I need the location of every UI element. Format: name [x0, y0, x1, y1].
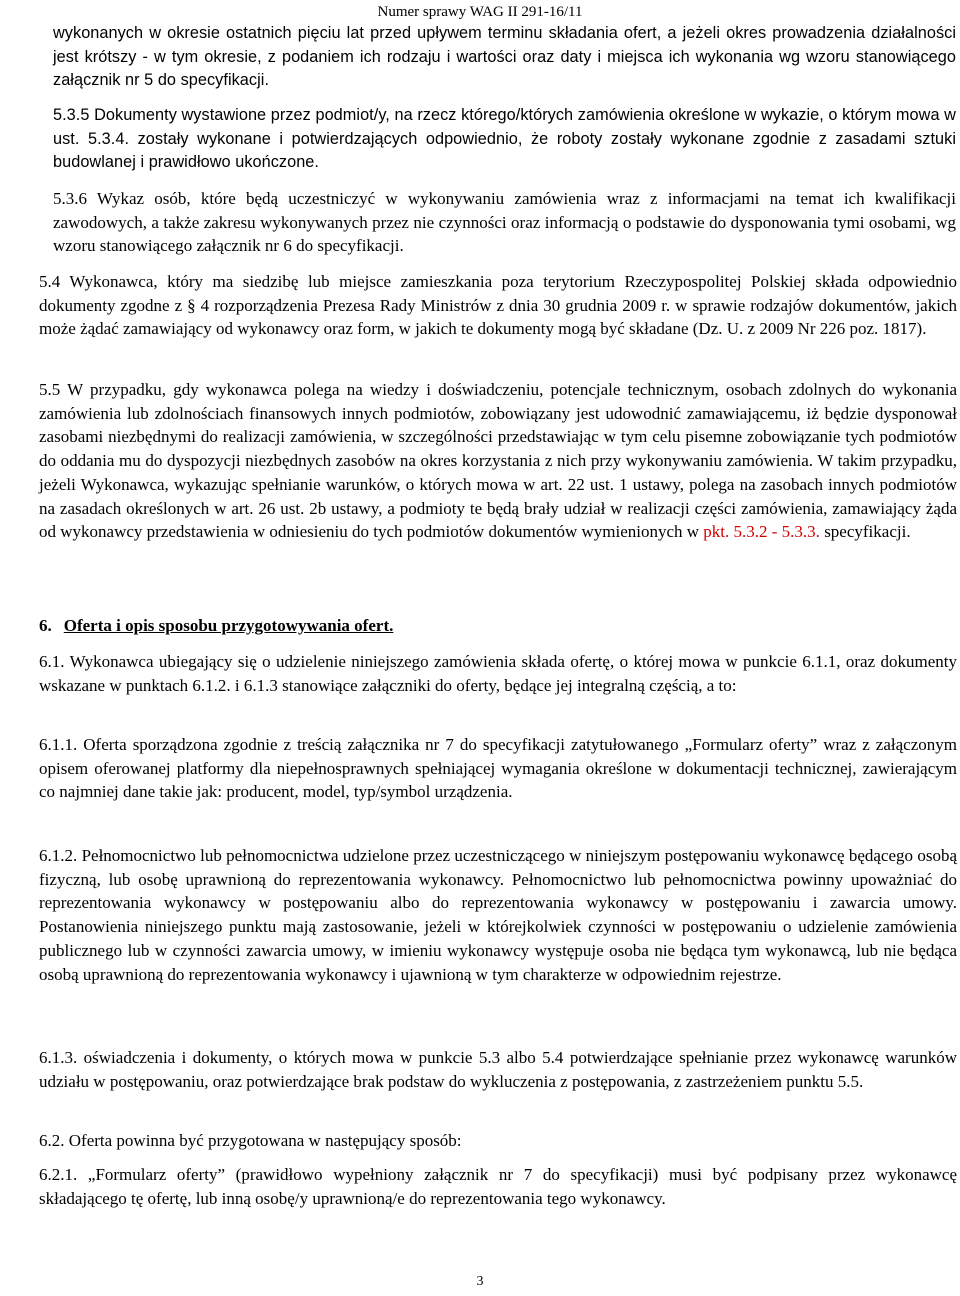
- page-number: 3: [476, 1274, 484, 1289]
- paragraph-6-2-1: 6.2.1. „Formularz oferty” (prawidłowo wypełniony załącznik nr 7 do specyfikacji) musi być podpisany przez wykonawcę składającego tę ofertę, lub inną osobę/y uprawnioną/e do reprezentowania tego wykonawcy.: [39, 1165, 957, 1208]
- section-heading: [39, 614, 393, 638]
- paragraph-5-5: [39, 378, 957, 544]
- paragraph-5-3-6: 5.3.6 Wykaz osób, które będą uczestniczyć w wykonywaniu zamówienia wraz z informacjami na temat ich kwalifikacji zawodowych, a także zakresu wykonywanych przez nie czynności oraz informacją o podstawie do dysponowania tymi osobami, wg wzoru stanowiącego załącznik nr 6 do specyfikacji.: [53, 189, 956, 256]
- paragraph-5-5-text: 5.5 W przypadku, gdy wykonawca polega na wiedzy i doświadczeniu, potencjale technicznym, osobach zdolnych do wykonania zamówienia lub zdolnościach finansowych innych podmiotów, zobowiązany jest udowodnić zamawiającemu, iż będzie dysponował zasobami niezbędnymi do realizacji zamówienia, w szczególności przedstawiając w tym celu pisemne zobowiązanie tych podmiotów do oddania mu do dyspozycji niezbędnych zasobów na okres korzystania z nich przy wykonywaniu zamówienia. W takim przypadku, jeżeli Wykonawca, wykazując spełnianie warunków, o których mowa w art. 22 ust. 1 ustawy, polega na zasobach innych podmiotów na zasadach określonych w art. 26 ust. 2b ustawy, a podmioty te będą brały udział w realizacji części zamówienia, zamawiający żąda od wykonawcy przedstawienia w odniesieniu do tych podmiotów dokumentów wymienionych w: [39, 380, 957, 542]
- paragraph-6-1-1: 6.1.1. Oferta sporządzona zgodnie z treścią załącznika nr 7 do specyfikacji zatytułowanego „Formularz oferty” wraz z załączonym opisem oferowanej platformy dla niepełnosprawnych spełniającej wymagania określone w dokumentacji technicznej, zawierającym co najmniej dane takie jak: producent, model, typ/symbol urządzenia.: [39, 735, 957, 802]
- paragraph-6-1: 6.1. Wykonawca ubiegający się o udzielenie niniejszego zamówienia składa ofertę, o której mowa w punkcie 6.1.1, oraz dokumenty wskazane w punktach 6.1.2. i 6.1.3 stanowiące załączniki do oferty, będące jej integralną częścią, a to:: [39, 652, 957, 695]
- section-title: Oferta i opis sposobu przygotowywania ofert.: [63, 616, 394, 635]
- paragraph-5-4: 5.4 Wykonawca, który ma siedzibę lub miejsce zamieszkania poza terytorium Rzeczypospolitej Polskiej składa odpowiednio dokumenty zgodne z § 4 rozporządzenia Prezesa Rady Ministrów z dnia 30 grudnia 2009 r. w sprawie rodzajów dokumentów, jakich może żądać zamawiający od wykonawcy oraz form, w jakich te dokumenty mogą być składane (Dz. U. z 2009 Nr 226 poz. 1817).: [39, 272, 957, 339]
- paragraph-6-2: 6.2. Oferta powinna być przygotowana w następujący sposób:: [39, 1131, 462, 1150]
- intro-paragraph: wykonanych w okresie ostatnich pięciu lat przed upływem terminu składania ofert, a jeżeli okres prowadzenia działalności jest krótszy - w tym okresie, z podaniem ich rodzaju i wartości oraz daty i miejsca ich wykonania wg wzoru stanowiącego załącznik nr 5 do specyfikacji.: [53, 24, 956, 90]
- paragraph-5-3-5: 5.3.5 Dokumenty wystawione przez podmiot/y, na rzecz którego/których zamówienia określone w wykazie, o którym mowa w ust. 5.3.4. zostały wykonane i potwierdzających odpowiednio, że roboty zostały wykonane zgodnie z zasadami sztuki budowlanej i prawidłowo ukończone.: [53, 106, 956, 172]
- paragraph-6-1-2: 6.1.2. Pełnomocnictwo lub pełnomocnictwa udzielone przez uczestniczącego w niniejszym postępowaniu wykonawcę będącego osobą fizyczną, lub osobę uprawnioną do reprezentowania wykonawcy. Pełnomocnictwo lub pełnomocnictwa powinny upoważniać do reprezentowania wykonawcy w postępowaniu albo do reprezentowania wykonawcy w postępowaniu i zawarcia umowy. Postanowienia niniejszego punktu mają zastosowanie, jeżeli w którejkolwiek czynności w postępowaniu o udzielenie zamówienia publicznego lub w czynności zawarcia umowy, w imieniu wykonawcy występuje osoba nie będąca tym wykonawcą, lub nie będąca osobą uprawnioną do reprezentowania wykonawcy i ujawnioną w tym charakterze w odpowiednim rejestrze.: [39, 846, 957, 984]
- page-header: Numer sprawy WAG II 291-16/11: [377, 4, 583, 20]
- reference-link: pkt. 5.3.2 - 5.3.3.: [703, 522, 820, 542]
- section-number: 6.: [39, 616, 52, 635]
- paragraph-6-1-3: 6.1.3. oświadczenia i dokumenty, o których mowa w punkcie 5.3 albo 5.4 potwierdzające spełnianie przez wykonawcę warunków udziału w postępowaniu, oraz potwierdzające brak podstaw do wykluczenia z postępowania, z zastrzeżeniem punktu 5.5.: [39, 1048, 957, 1091]
- paragraph-5-5-end: specyfikacji.: [819, 522, 911, 542]
